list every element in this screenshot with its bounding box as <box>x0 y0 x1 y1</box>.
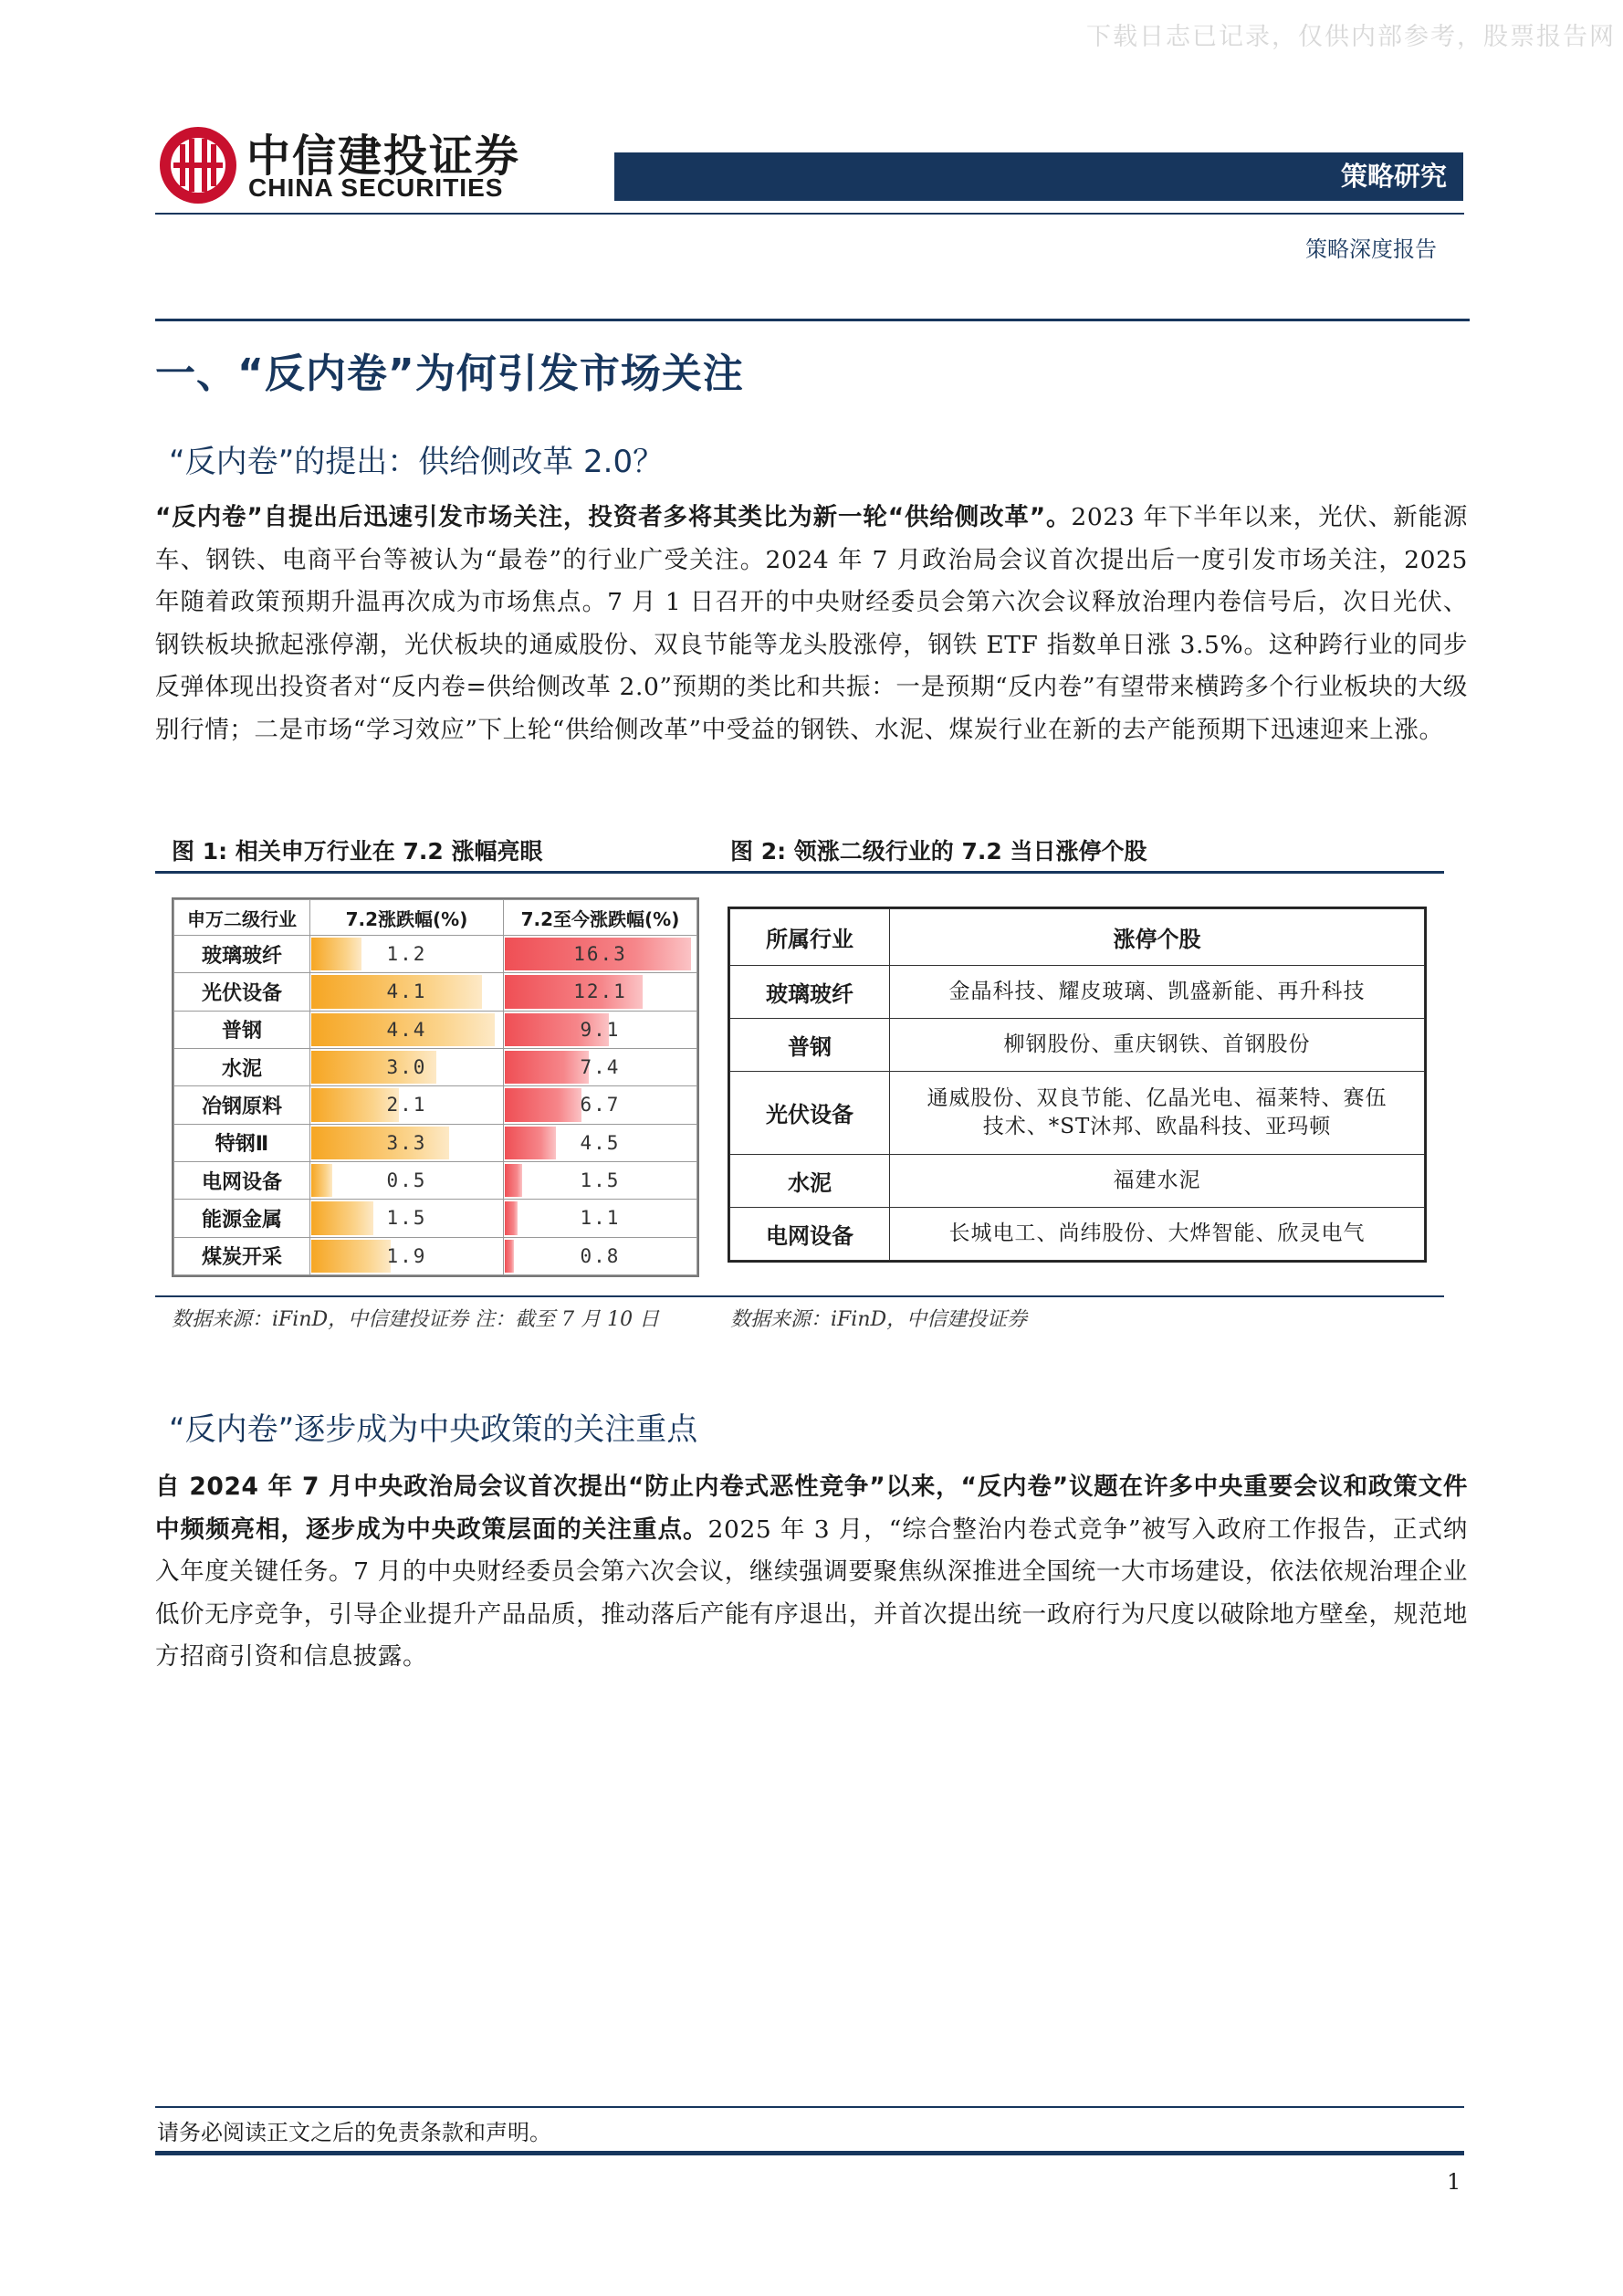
stocks-cell: 柳钢股份、重庆钢铁、首钢股份 <box>890 1018 1425 1071</box>
since-label: 9.1 <box>580 1018 621 1041</box>
table-row <box>174 1048 697 1085</box>
d72-label: 1.5 <box>386 1207 427 1230</box>
d72-label: 4.1 <box>386 980 427 1003</box>
since-value-cell <box>503 1086 696 1124</box>
since-value-cell <box>503 1161 696 1199</box>
figure-bottom-rule <box>155 1295 1444 1297</box>
industry-cell: 电网设备 <box>730 1208 890 1261</box>
d72-value-cell <box>309 1011 503 1048</box>
industry-name: 能源金属 <box>174 1200 310 1237</box>
col-header-since: 7.2至今涨跌幅(%) <box>503 900 696 936</box>
table-row <box>174 936 697 973</box>
d72-label: 3.3 <box>386 1131 427 1154</box>
industry-name: 煤炭开采 <box>174 1237 310 1274</box>
section-title: 一、“反内卷”为何引发市场关注 <box>155 351 744 397</box>
industry-cell: 玻璃玻纤 <box>730 966 890 1019</box>
d72-label: 3.0 <box>386 1055 427 1078</box>
industry-cell: 光伏设备 <box>730 1071 890 1154</box>
footer-rule-bottom <box>155 2151 1464 2155</box>
d72-value-cell <box>309 1237 503 1274</box>
paragraph-1-body: 2023 年下半年以来，光伏、新能源车、钢铁、电商平台等被认为“最卷”的行业广受关注。2024 年 7 月政治局会议首次提出后一度引发市场关注，2025 年随着政策预期升温再次成为市场焦点。7 月 1 日召开的中央财经委员会第六次会议释放治理内卷信号后，次日光伏、钢铁板块掀起涨停潮，光伏板块的通威股份、双良节能等龙头股涨停，钢铁 ETF 指数单日涨 3.5%。这种跨行业的同步反弹体现出投资者对“反内卷=供给侧改革 2.0”预期的类比和共振：一是预期“反内卷”有望带来横跨多个行业板块的大级别行情；二是市场“学习效应”下上轮“供给侧改革”中受益的钢铁、水泥、煤炭行业在新的去产能预期下迅速迎来上涨。 <box>155 503 1468 744</box>
table-row <box>174 1237 697 1274</box>
d72-value-cell <box>309 973 503 1011</box>
stocks-cell: 通威股份、双良节能、亿晶光电、福莱特、赛伍技术、*ST沐邦、欧晶科技、亚玛顿 <box>890 1071 1425 1154</box>
figure-1-table <box>172 897 699 1277</box>
subsection-title-2: “反内卷”逐步成为中央政策的关注重点 <box>169 1411 698 1448</box>
d72-label: 1.9 <box>386 1244 427 1267</box>
d72-value-cell <box>309 1086 503 1124</box>
table-row <box>730 1155 1425 1208</box>
since-label: 0.8 <box>580 1244 621 1267</box>
paragraph-2-body: 2025 年 3 月，“综合整治内卷式竞争”被写入政府工作报告，正式纳入年度关键任务。7 月的中央财经委员会第六次会议，继续强调要聚焦纵深推进全国统一大市场建设，依法依规治理企业低价无序竞争，引导企业提升产品品质，推动落后产能有序退出，并首次提出统一政府行为尺度以破除地方壁垒，规范地方招商引资和信息披露。 <box>155 1515 1468 1671</box>
since-label: 1.5 <box>580 1169 621 1191</box>
since-label: 16.3 <box>573 943 627 965</box>
since-value-cell <box>503 973 696 1011</box>
logo-text-en: CHINA SECURITIES <box>248 173 504 202</box>
since-label: 12.1 <box>573 980 627 1003</box>
industry-name: 水泥 <box>174 1048 310 1085</box>
header-rule <box>155 213 1464 215</box>
since-value-cell <box>503 1237 696 1274</box>
paragraph-2 <box>155 1466 1468 1679</box>
since-value-cell <box>503 1200 696 1237</box>
page-number: 1 <box>1447 2169 1461 2195</box>
d72-label: 1.2 <box>386 943 427 965</box>
col-header-industry: 所属行业 <box>730 909 890 966</box>
table-row <box>730 1208 1425 1261</box>
table-row <box>174 1124 697 1161</box>
figure-1-title: 图 1: 相关申万行业在 7.2 涨幅亮眼 <box>172 838 543 865</box>
report-category: 策略研究 <box>1340 161 1447 192</box>
industry-name: 电网设备 <box>174 1161 310 1199</box>
table-row <box>174 1086 697 1124</box>
paragraph-1-lead: “反内卷”自提出后迅速引发市场关注，投资者多将其类比为新一轮“供给侧改革”。 <box>155 503 1072 531</box>
table-row <box>730 966 1425 1019</box>
d72-value-cell <box>309 1161 503 1199</box>
footer-rule-top <box>155 2106 1464 2108</box>
since-value-cell <box>503 1011 696 1048</box>
stocks-cell: 福建水泥 <box>890 1155 1425 1208</box>
watermark: 下载日志已记录，仅供内部参考，股票报告网 <box>1086 23 1616 51</box>
d72-value-cell <box>309 1048 503 1085</box>
industry-name: 玻璃玻纤 <box>174 936 310 973</box>
col-header-industry: 申万二级行业 <box>174 900 310 936</box>
stocks-cell: 长城电工、尚纬股份、大烨智能、欣灵电气 <box>890 1208 1425 1261</box>
figure-2-table <box>728 907 1427 1263</box>
since-value-cell <box>503 936 696 973</box>
table-row <box>730 1018 1425 1071</box>
d72-value-cell <box>309 1200 503 1237</box>
d72-value-cell <box>309 936 503 973</box>
figure-top-rule <box>155 871 1444 874</box>
stocks-cell: 金晶科技、耀皮玻璃、凯盛新能、再升科技 <box>890 966 1425 1019</box>
table-row <box>174 1161 697 1199</box>
figure-2-source: 数据来源：iFinD，中信建投证券 <box>730 1308 1028 1331</box>
table-row <box>174 1200 697 1237</box>
industry-name: 冶钢原料 <box>174 1086 310 1124</box>
table-row <box>730 1071 1425 1154</box>
d72-label: 4.4 <box>386 1018 427 1041</box>
since-value-cell <box>503 1124 696 1161</box>
industry-name: 特钢Ⅱ <box>174 1124 310 1161</box>
industry-name: 普钢 <box>174 1011 310 1048</box>
table-row <box>174 973 697 1011</box>
logo-text-cn: 中信建投证券 <box>246 131 521 182</box>
since-label: 1.1 <box>580 1207 621 1230</box>
col-header-d72: 7.2涨跌幅(%) <box>309 900 503 936</box>
col-header-stocks: 涨停个股 <box>890 909 1425 966</box>
industry-name: 光伏设备 <box>174 973 310 1011</box>
since-label: 4.5 <box>580 1131 621 1154</box>
industry-cell: 普钢 <box>730 1018 890 1071</box>
industry-cell: 水泥 <box>730 1155 890 1208</box>
section-rule <box>155 319 1470 321</box>
figure-1-source: 数据来源：iFinD，中信建投证券 注：截至 7 月 10 日 <box>172 1308 660 1331</box>
figure-2-title: 图 2: 领涨二级行业的 7.2 当日涨停个股 <box>730 838 1147 865</box>
d72-value-cell <box>309 1124 503 1161</box>
report-type: 策略深度报告 <box>1305 236 1437 262</box>
d72-label: 2.1 <box>386 1094 427 1117</box>
header-banner <box>614 152 1463 201</box>
since-label: 6.7 <box>580 1094 621 1117</box>
since-value-cell <box>503 1048 696 1085</box>
since-label: 7.4 <box>580 1055 621 1078</box>
disclaimer: 请务必阅读正文之后的免责条款和声明。 <box>157 2120 551 2145</box>
paragraph-1 <box>155 497 1468 751</box>
paragraph-2-lead: 自 2024 年 7 月中央政治局会议首次提出“防止内卷式恶性竞争”以来，“反内卷”议题在许多中央重要会议和政策文件中频频亮相，逐步成为中央政策层面的关注重点。 <box>155 1473 1468 1544</box>
table-row <box>174 1011 697 1048</box>
subsection-title-1: “反内卷”的提出：供给侧改革 2.0？ <box>169 444 665 480</box>
company-logo-icon <box>157 124 239 206</box>
d72-label: 0.5 <box>386 1169 427 1191</box>
